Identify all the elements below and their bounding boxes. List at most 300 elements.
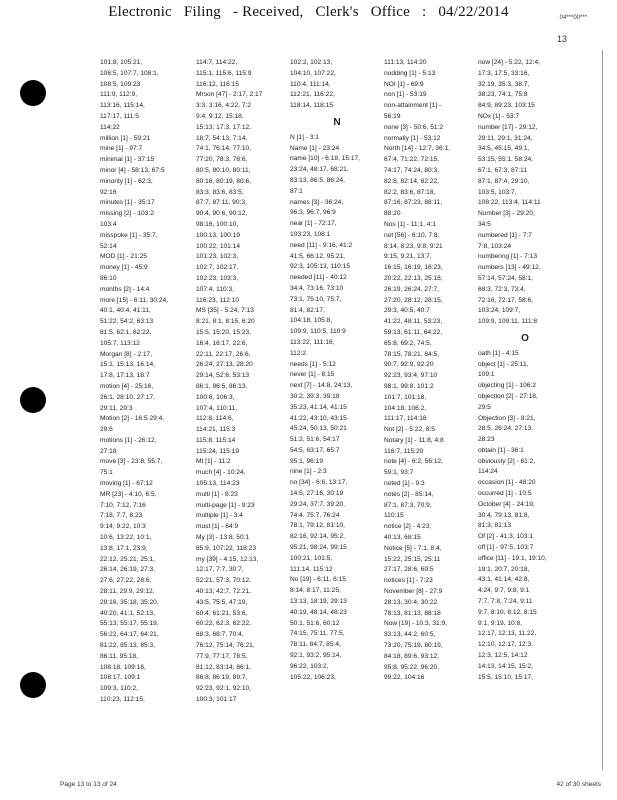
page-border <box>602 50 603 770</box>
index-entry: 29:11, 29:1, 31:24, <box>478 134 533 142</box>
index-entry: notes [2] - 85:14, <box>384 490 434 498</box>
index-entry: 110:4, 111:14, <box>290 80 331 88</box>
index-entry: 78:1, 79:12, 81:10, <box>290 522 345 530</box>
index-entry: occasion [1] - 48:20 <box>478 479 536 487</box>
index-entry: 33:13, 44:2, 60:5, <box>384 631 436 639</box>
index-entry: 74:1, 76:14, 77:10, <box>196 145 251 153</box>
index-entry: months [2] - 14:4 <box>100 285 150 293</box>
index-entry: office [11] - 19:1, 19:10, <box>478 554 547 562</box>
index-entry: 12:17, 7:7, 30:7, <box>196 566 244 574</box>
index-entry: 109:1 <box>478 371 495 379</box>
index-entry: 45:24, 50:13, 50:21 <box>290 425 347 433</box>
index-entry: 108:17, 109:1 <box>100 674 141 682</box>
index-entry: none [3] - 50:6, 51:2 <box>384 123 444 131</box>
index-entry: number [17] - 29:12, <box>478 123 538 131</box>
index-entry: 60:4, 61:21, 53:6, <box>196 609 248 617</box>
index-entry: 81:12, 83:14, 86:1, <box>196 663 251 671</box>
index-entry: 109:9, 110:5, 110:9 <box>290 328 346 336</box>
index-entry: November [8] - 27:9 <box>384 588 443 596</box>
index-entry: now [24] - 5:22, 12:4, <box>478 59 540 66</box>
index-entry: 51:2, 51:6, 54:17 <box>290 436 340 444</box>
index-entry: 116:23, 112:10 <box>196 296 240 304</box>
index-entry: 113:16, 115:14, <box>100 102 145 110</box>
index-entry: 73:20, 75:19, 80:19, <box>384 642 443 650</box>
index-entry: 28:5, 26:24, 27:13, <box>478 425 533 433</box>
index-entry: 9:1, 9:19, 10:8, <box>478 619 522 627</box>
index-entry: 56:22, 64:17, 64:21, <box>100 631 159 639</box>
index-entry: October [4] - 24:19, <box>478 500 535 508</box>
index-entry: 52:21, 57:3, 70:12, <box>196 577 251 585</box>
index-entry: 67:4, 71:22, 72:15, <box>384 156 439 164</box>
index-entry: money [1] - 45:9 <box>100 264 148 272</box>
index-entry: 114:24 <box>478 468 498 476</box>
page-number: 13 <box>556 34 567 44</box>
punch-hole-icon <box>20 387 46 413</box>
index-entry: obtain [1] - 36:1 <box>478 446 524 454</box>
index-entry: 114:21, 115:3 <box>196 426 236 434</box>
index-entry: 103:5, 103:7, <box>478 188 517 196</box>
index-entry: 81:5, 62:1, 82:22, <box>100 328 152 336</box>
index-entry: 92:16 <box>100 188 117 196</box>
index-entry: 55:13, 55:17, 55:19, <box>100 620 159 628</box>
index-entry: 111:13, 114:20 <box>384 59 427 66</box>
index-entry: objecting [1] - 106:2 <box>478 382 536 390</box>
index-entry: needed [11] - 40:12 <box>290 274 347 282</box>
index-entry: 8:21, 8:1, 8:15, 6:20 <box>196 318 255 326</box>
index-entry: million [1] - 59:21 <box>100 134 151 142</box>
index-entry: No [19] - 6:11, 6:15 <box>290 576 346 584</box>
index-entry: 15:5, 15:10, 15:17, <box>478 673 533 681</box>
index-entry: 41:22, 48:11, 53:23, <box>384 318 443 326</box>
index-entry: 27:6, 27:22, 28:6, <box>100 577 152 585</box>
index-entry: 34:5 <box>478 220 491 228</box>
index-entry: 104:18, 105:8, <box>290 317 333 325</box>
index-entry: 9:15, 9:21, 13:7, <box>384 253 432 261</box>
section-letter: N <box>333 116 341 128</box>
index-entry: obviously [2] - 61:2, <box>478 457 536 465</box>
index-entry: 68:3, 68:7, 70:4, <box>196 631 244 639</box>
index-entry: 82:16, 92:14, 95:2, <box>290 533 345 541</box>
index-entry: 108:18, 109:16, <box>100 663 146 671</box>
index-entry: 80:5, 80:10, 80:11, <box>196 166 251 174</box>
index-entry: Mrson [47] - 2:17, 2:17 <box>196 91 263 99</box>
index-entry: 115:8, 115:14 <box>196 436 236 444</box>
index-entry: Notice [5] - 7:1, 8:4, <box>384 544 442 552</box>
index-entry: notice [2] - 4:23, <box>384 523 432 531</box>
index-entry: 9:7, 8:10, 8:12, 8:15 <box>478 608 537 616</box>
index-entry: 59:1, 93:7 <box>384 469 414 477</box>
index-entry: 100:21, 101:5, <box>290 554 333 562</box>
index-entry: 101:7, 101:18, <box>384 393 427 401</box>
index-entry: must [1] - 64:9 <box>196 523 239 531</box>
index-entry: 116:7, 115:20 <box>384 447 424 455</box>
index-entry: 73:1, 75:10, 75:7, <box>290 295 342 303</box>
index-entry: 22:12, 25:21, 25:1, <box>100 555 155 563</box>
index-entry: MS [35] - 5:24, 7:13 <box>196 307 254 315</box>
index-entry: 13:8, 17:1, 23:9, <box>100 544 148 552</box>
index-entry: 7:10, 7:12, 7:16 <box>100 501 146 509</box>
index-entry: 113:22, 111:16, <box>290 338 335 346</box>
index-entry: 50:1, 51:6, 60:12 <box>290 619 340 627</box>
index-entry: 51:22, 54:2, 63:13 <box>100 318 154 326</box>
index-entry: 86:11, 95:18, <box>100 652 139 660</box>
footer-page-range: Page 13 to 13 of 24 <box>60 781 117 788</box>
index-entry: 96:22, 103:2, <box>290 662 329 670</box>
index-entry: 115:24, 115:19 <box>196 447 240 455</box>
index-entry: 81:4, 82:17, <box>290 306 325 314</box>
index-entry: 26:1, 28:10, 27:17, <box>100 393 155 401</box>
index-entry: 104:10, 107:22, <box>290 69 336 77</box>
index-entry: objection [2] - 27:18, <box>478 392 538 400</box>
index-entry: 29:5 <box>478 403 491 411</box>
index-entry: 112:21, 116:22, <box>290 91 335 99</box>
index-entry: 82:8, 82:14, 82:22, <box>384 177 439 185</box>
index-entry: 41:22, 43:10, 43:15 <box>290 414 347 422</box>
index-entry: oath [1] - 4:15 <box>478 349 519 357</box>
index-entry: non-attainment [1] - <box>384 102 442 110</box>
index-entry: 38:23, 74:1, 75:8 <box>478 91 528 99</box>
index-entry: 26:19, 26:24, 27:7, <box>384 285 439 293</box>
index-entry: needs [1] - 5:12 <box>290 360 336 368</box>
index-entry: multi-page [1] - 9:23 <box>196 501 255 509</box>
index-entry: 7:18, 7:7, 8:23 <box>100 512 143 520</box>
index-entry: 111:14, 115:12 <box>290 565 333 573</box>
index-entry: 34:5, 45:15, 49:1, <box>478 145 530 153</box>
index-entry: 22:11, 22:17, 26:6, <box>196 350 251 358</box>
index-entry: misspoke [1] - 35:7, <box>100 231 158 239</box>
index-entry: 34:4, 73:16, 73:10 <box>290 284 344 292</box>
index-entry: 99:22, 104:16 <box>384 674 425 682</box>
index-entry: missing [2] - 103:2 <box>100 210 154 218</box>
index-entry: 4:24, 9:7, 9:8, 9:1 <box>478 587 530 595</box>
index-entry: Number [3] - 29:20, <box>478 210 535 218</box>
index-entry: object [1] - 25:11, <box>478 360 529 368</box>
index-entry: much [4] - 10:24, <box>196 469 246 477</box>
index-entry: 15:1, 15:13, 16:14, <box>100 361 155 369</box>
index-entry: noted [1] - 9:3 <box>384 480 425 488</box>
index-entry: Nos [1] - 11:1, 4:1 <box>384 220 436 228</box>
index-entry: 77:9, 77:17, 78:5, <box>196 652 248 660</box>
index-entry: 102:23, 103:3, <box>196 274 239 282</box>
index-entry: 26:14, 26:19, 27:3, <box>100 566 155 574</box>
index-entry: 105:22, 106:23, <box>290 673 336 681</box>
index-entry: 100:3, 101:17 <box>196 696 237 704</box>
index-entry: 12:3, 12:5, 14:12 <box>478 652 528 660</box>
index-entry: 86:1, 86:5, 86:13, <box>196 382 248 390</box>
index-entry: 78:13, 81:13, 88:18 <box>384 609 441 617</box>
index-entry: 74:4, 75:7, 76:24 <box>290 511 340 519</box>
header-part: Office <box>370 4 410 20</box>
index-entry: need [11] - 9:16, 41:2 <box>290 241 353 249</box>
index-entry: 14:13, 14:15, 15:2, <box>478 662 533 670</box>
index-entry: 16:4, 16:17, 22:6, <box>196 339 248 347</box>
index-entry: 85:9, 107:22, 118:23 <box>196 544 257 552</box>
file-stamp: 04***00*** <box>559 15 587 21</box>
index-entry: numbered [1] - 7:7 <box>478 231 532 239</box>
index-entry: 57:14, 57:24, 58:1, <box>478 274 533 282</box>
index-entry: 109:3, 110:2, <box>100 685 139 693</box>
header-part: Electronic <box>108 4 172 20</box>
index-entry: Now [19] - 10:3, 31:9, <box>384 620 448 628</box>
index-entry: 114:22 <box>100 123 120 131</box>
index-entry: note [4] - 6:2, 56:12, <box>384 458 444 466</box>
index-entry: 40:1, 40:4, 41:11, <box>100 307 151 315</box>
header-part: - Received, <box>232 4 304 20</box>
index-entry: 29:3, 40:5, 40:7 <box>384 307 430 315</box>
index-entry: 103:4 <box>100 220 117 228</box>
index-entry: 104:18, 106:2, <box>384 404 427 412</box>
filing-header <box>0 4 617 21</box>
index-entry: 9:14, 9:22, 10:3 <box>100 523 146 531</box>
index-entry: 77:20, 78:3, 78:6, <box>196 156 248 164</box>
index-entry: 3:3, 3:16, 4:22, 7:2 <box>196 102 251 110</box>
index-entry: notices [1] - 7:23 <box>384 577 433 585</box>
index-entry: mine [1] - 97:7 <box>100 145 143 153</box>
index-entry: 65:8, 69:2, 74:5, <box>384 339 432 347</box>
index-entry: 105:7, 113:12 <box>100 339 140 347</box>
index-entry: 16:15, 16:19, 16:23, <box>384 264 443 272</box>
index-entry: 108:5, 109:23 <box>100 80 141 88</box>
index-entry: numbering [1] - 7:13 <box>478 253 538 261</box>
index-entry: 108:22, 113:4, 114:11 <box>478 199 541 207</box>
index-entry: next [7] - 14:8, 24:13, <box>290 382 353 390</box>
index-entry: move [3] - 23:8, 55:7, <box>100 458 163 466</box>
index-entry: near [1] - 72:17, <box>290 220 337 228</box>
index-entry: 76:12, 75:14, 76:21, <box>196 642 255 650</box>
index-column-4 <box>384 58 478 684</box>
index-entry: 30:2, 39:3, 39:18 <box>290 392 340 400</box>
index-entry: 83:13, 86:5, 86:24, <box>290 176 345 184</box>
index-entry: Mt [1] - 11:2 <box>196 458 231 466</box>
index-entry: 107:4, 110:11, <box>196 404 238 412</box>
index-entry: 118:14, 118:15 <box>290 102 334 110</box>
index-column-2 <box>196 58 290 706</box>
index-entry: 103:23, 108:1 <box>290 230 331 238</box>
index-entry: 98:16, 100:10, <box>196 220 239 228</box>
index-entry: 29:6 <box>100 426 113 434</box>
index-entry: minutes [1] - 35:17 <box>100 199 155 207</box>
index-entry: 35:23, 41:14, 41:15 <box>290 403 347 411</box>
index-entry: 7:7, 7:8, 7:24, 9:11 <box>478 598 533 606</box>
index-entry: Morgan [8] - 2:17, <box>100 350 153 358</box>
index-entry: 86:10 <box>100 274 117 282</box>
index-entry: 100:22, 101:14 <box>196 242 240 250</box>
index-entry: off [1] - 97:5, 103:7 <box>478 544 534 552</box>
index-entry: 67:1, 67:3, 87:11 <box>478 166 528 174</box>
punch-hole-icon <box>20 672 46 698</box>
index-entry: 102:2, 102:13, <box>290 59 333 66</box>
index-entry: 103:24, 109:7, <box>478 307 521 315</box>
index-entry: 29:16, 35:18, 35:20, <box>100 598 159 606</box>
index-entry: 117:17, 111:5 <box>100 112 139 120</box>
index-column-1 <box>100 58 194 706</box>
index-entry: 17:8, 17:13, 18:7 <box>100 372 150 380</box>
index-entry: 111:17, 114:18 <box>384 415 427 423</box>
index-entry: 19:1, 20:7, 20:18, <box>478 565 530 573</box>
index-entry: 10:6, 13:22, 10:1, <box>100 534 152 542</box>
index-entry: 8:14, 8:17, 11:25, <box>290 587 341 595</box>
index-entry: 92:23, 92:1, 92:10, <box>196 685 251 693</box>
index-entry: 15:5, 15:20, 15:23, <box>196 328 251 336</box>
index-entry: 18:7, 54:13, 7:14, <box>196 134 248 142</box>
index-entry: multiple [1] - 3:4 <box>196 512 243 520</box>
index-entry: 87:1, 87:3, 70:9, <box>384 501 432 509</box>
index-entry: minority [1] - 62:3, <box>100 177 153 185</box>
index-entry: 102:7, 102:17, <box>196 264 239 272</box>
index-entry: 100:6, 106:3, <box>196 393 235 401</box>
index-entry: 106:5, 107:7, 108:1, <box>100 69 159 77</box>
index-entry: 95:21, 98:24, 99:15 <box>290 544 347 552</box>
index-entry: 101:8, 105:21, <box>100 59 143 66</box>
index-entry: 68:3, 72:3, 73:4, <box>478 285 526 293</box>
index-entry: 82:2, 83:6, 87:18, <box>384 188 436 196</box>
index-entry: 40:13, 68:15 <box>384 534 421 542</box>
index-entry: 84:9, 89:23, 103:15 <box>478 102 535 110</box>
index-entry: 12:17, 12:13, 11:22, <box>478 630 537 638</box>
index-entry: 27:18 <box>100 447 117 455</box>
index-entry: 41:5, 66:12, 95:21, <box>290 252 345 260</box>
index-entry: 28:13, 30:4, 30:22 <box>384 598 438 606</box>
index-entry: North [14] - 12:7, 36:1, <box>384 145 450 153</box>
index-entry: 101:23, 102:3, <box>196 253 239 261</box>
index-entry: NOx [1] - 53:7 <box>478 112 520 120</box>
index-entry: 81:22, 85:13, 85:3, <box>100 642 155 650</box>
index-entry: NOI [1] - 69:9 <box>384 80 424 88</box>
index-entry: 56:19 <box>384 112 401 120</box>
index-entry: 28:11, 29:9, 29:12, <box>100 588 155 596</box>
index-entry: 30:4, 79:13, 81:8, <box>478 511 530 519</box>
header-part: Filing <box>183 4 221 20</box>
index-entry: 26:24, 27:13, 28:20 <box>196 361 253 369</box>
index-entry: 59:13, 61:11, 64:22, <box>384 328 443 336</box>
index-entry: numbers [13] - 49:12, <box>478 264 541 272</box>
index-entry: 116:12, 116:15 <box>196 80 240 88</box>
index-entry: 52:14 <box>100 242 117 250</box>
index-entry: 60:22, 62:3, 62:22, <box>196 620 251 628</box>
index-entry: 83:3, 83:6, 83:5, <box>196 188 244 196</box>
index-entry: 111:9, 112:9, <box>100 91 138 99</box>
index-entry: my [39] - 4:15, 12:13, <box>196 555 259 563</box>
index-entry: 109:9, 109:11, 111:8 <box>478 318 538 326</box>
index-entry: 27:20, 28:12, 28:15, <box>384 296 443 304</box>
index-entry: 115:1, 115:6, 115:9 <box>196 69 252 77</box>
index-entry: 92:1, 93:2, 95:14, <box>290 652 342 660</box>
index-entry: 74:17, 74:24, 80:3, <box>384 166 439 174</box>
index-entry: never [1] - 8:15 <box>290 371 335 379</box>
index-entry: 13:13, 18:19, 29:13 <box>290 598 347 606</box>
index-entry: 80:16, 80:19, 80:6, <box>196 177 251 185</box>
index-entry: 29:14, 52:6, 53:13 <box>196 372 250 380</box>
index-entry: 92:3, 105:13, 110:15 <box>290 263 351 271</box>
index-entry: 29:11, 29:3 <box>100 404 133 412</box>
index-entry: 96:3, 96:7, 96:9 <box>290 209 336 217</box>
index-entry: nine [1] - 2:3 <box>290 468 327 476</box>
header-part: Clerk's <box>315 4 359 20</box>
index-entry: names [3] - 36:24, <box>290 198 344 206</box>
index-entry: 107:4, 110:3, <box>196 285 235 293</box>
index-entry: 84:18, 89:6, 93:12, <box>384 652 439 660</box>
index-entry: 40:19, 48:14, 48:23 <box>290 608 347 616</box>
index-entry: 81:3, 81:13 <box>478 522 511 530</box>
index-entry: 43:5, 75:5, 47:19, <box>196 598 248 606</box>
index-entry: 14:5, 27:16, 30:19 <box>290 490 344 498</box>
punch-hole-icon <box>20 80 46 106</box>
index-entry: 110:23, 112:15, <box>100 696 145 704</box>
section-letter: O <box>521 332 529 344</box>
index-entry: 8:14, 8:23, 9:8, 9:21 <box>384 242 443 250</box>
index-entry: 100:13, 100:19 <box>196 231 240 239</box>
header-part: 04/22/2014 <box>438 4 509 20</box>
index-entry: MR [23] - 4:10, 6:5, <box>100 490 157 498</box>
index-entry: 95:1, 96:19 <box>290 457 323 465</box>
index-entry: 27:17, 28:6, 69:5 <box>384 566 434 574</box>
index-entry: 15:22, 25:15, 25:11 <box>384 555 441 563</box>
index-entry: 20:22, 22:13, 25:18, <box>384 274 443 282</box>
index-entry: 87:1, 87:4, 29:10, <box>478 177 530 185</box>
index-entry: 87:7, 87:11, 90:3, <box>196 199 247 207</box>
index-entry: 90:4, 90:6, 90:12, <box>196 210 248 218</box>
index-entry: 43:1, 41:14, 42:8, <box>478 576 530 584</box>
index-entry: 7:8, 103:24 <box>478 242 511 250</box>
index-entry: motions [1] - 26:12, <box>100 436 157 444</box>
index-entry: My [3] - 13:8, 50:1 <box>196 534 250 542</box>
index-entry: N [1] - 3:1 <box>290 133 319 141</box>
index-entry: 40:13, 42:7, 72:21, <box>196 588 251 596</box>
index-entry: 114:7, 114:22, <box>196 59 238 66</box>
index-entry: MOD [1] - 21:25 <box>100 253 147 261</box>
index-entry: 15:13, 17:3, 17:12, <box>196 123 251 131</box>
index-entry: 87:16, 87:23, 88:11, <box>384 199 443 207</box>
index-entry: 78:11, 84:7, 85:4, <box>290 641 341 649</box>
index-entry: 17:3, 17:5, 33:16, <box>478 69 530 77</box>
index-entry: no [34] - 6:6, 13:17, <box>290 479 348 487</box>
index-entry: occurred [1] - 10:5 <box>478 490 532 498</box>
index-entry: Objection [3] - 8:21, <box>478 414 536 422</box>
index-entry: 88:20 <box>384 210 401 218</box>
index-entry: 86:8, 86:19, 89:7, <box>196 674 248 682</box>
index-entry: Of [2] - 41:3, 103:1 <box>478 533 533 541</box>
index-entry: non [1] - 53:19 <box>384 91 427 99</box>
index-column-3 <box>290 58 384 683</box>
index-entry: 98:1, 99:8, 101:2 <box>384 382 434 390</box>
index-entry: 53:15, 55:1, 58:24, <box>478 156 533 164</box>
index-entry: Not [2] - 5:22, 8:5 <box>384 426 435 434</box>
index-entry: 75:1 <box>100 469 113 477</box>
index-entry: 110:15 <box>384 512 404 520</box>
index-entry: normally [1] - 53:12 <box>384 134 441 142</box>
index-entry: 112:8, 114:6, <box>196 415 234 423</box>
index-entry: name [10] - 6:18, 15:17, <box>290 155 361 163</box>
index-entry: moving [1] - 67:12 <box>100 480 153 488</box>
index-entry: not [56] - 6:10, 7:8, <box>384 231 440 239</box>
index-entry: minor [4] - 58:13, 67:5 <box>100 166 165 174</box>
index-column-5 <box>478 58 572 683</box>
index-entry: 74:15, 75:11, 77:5, <box>290 630 345 638</box>
index-entry: minimal [1] - 37:15 <box>100 156 155 164</box>
index-entry: 54:5, 63:17, 65:7 <box>290 446 340 454</box>
index-entry: Name [1] - 23:24 <box>290 144 340 152</box>
index-entry: 32:19, 35:3, 38:7, <box>478 80 530 88</box>
index-entry: 9:4, 9:12, 15:18, <box>196 112 244 120</box>
index-entry: motion [4] - 25:16, <box>100 382 154 390</box>
index-entry: 90:7, 92:9, 92:20 <box>384 361 434 369</box>
index-entry: 78:15, 78:21, 84:5, <box>384 350 439 358</box>
index-entry: 28:23 <box>478 436 495 444</box>
index-entry: 72:16, 72:17, 58:6, <box>478 296 533 304</box>
footer-sheet-count: 42 of 30 sheets <box>556 781 601 788</box>
index-entry: more [15] - 6:11, 30:24, <box>100 296 169 304</box>
index-entry: 105:13, 114:23 <box>196 480 240 488</box>
